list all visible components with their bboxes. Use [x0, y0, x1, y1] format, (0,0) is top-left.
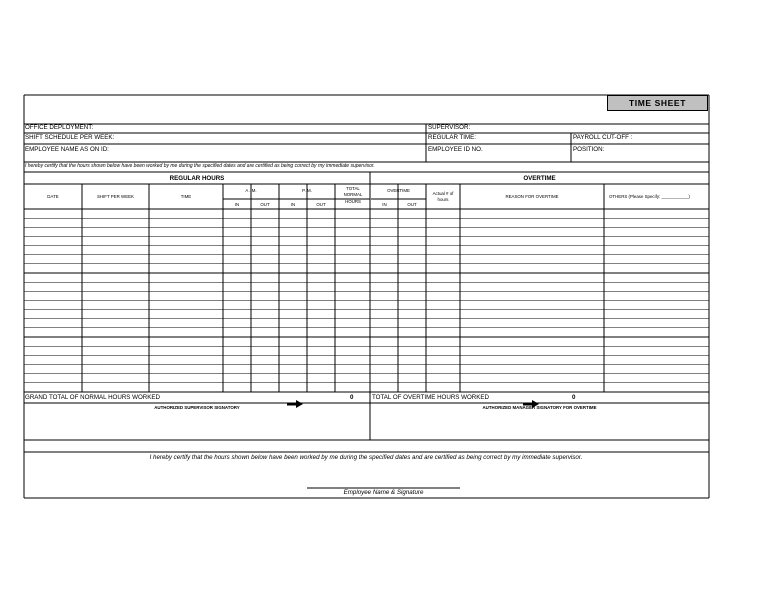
supervisor-signature-area[interactable] — [25, 413, 369, 439]
col-others: OTHERS (Please Specify: ___________) — [609, 194, 690, 199]
overtime-header: OVERTIME — [523, 174, 556, 182]
regular-hours-header: REGULAR HOURS — [169, 174, 225, 182]
total-overtime-value: 0 — [572, 394, 576, 401]
supervisor-field[interactable]: SUPERVISOR: — [428, 124, 471, 131]
timesheet-title: TIME SHEET — [607, 95, 708, 111]
col-shift-per-week: SHIFT PER WEEK — [96, 194, 134, 199]
col-actual-hours: Actual # of hours — [432, 191, 454, 202]
col-am: A . M. — [245, 188, 257, 193]
col-ot-out: OUT — [407, 202, 417, 207]
col-total-normal-hours: TOTAL NORMAL HOURS — [343, 186, 363, 204]
col-pm-out: OUT — [316, 202, 326, 207]
total-overtime-label: TOTAL OF OVERTIME HOURS WORKED — [372, 394, 489, 401]
col-am-in: IN — [234, 202, 240, 207]
certification-statement-bottom: I hereby certify that the hours shown below have been worked by me during the specified dates and are certified as being correct by my immediate supervisor. — [149, 454, 583, 461]
col-ot-in: IN — [382, 202, 387, 207]
position-field[interactable]: POSITION: — [573, 146, 605, 153]
supervisor-signatory-label: AUTHORIZED SUPERVISOR SIGNATORY — [154, 405, 240, 410]
col-reason-for-overtime: REASON FOR OVERTIME — [505, 194, 559, 199]
manager-signatory-label: AUTHORIZED MANAGER SIGNATORY FOR OVERTIME — [482, 405, 597, 410]
shift-schedule-field[interactable]: SHIFT SCHEDULE PER WEEK: — [25, 133, 115, 141]
col-time: TIME — [180, 194, 192, 199]
manager-signature-area[interactable] — [372, 413, 707, 439]
grand-total-normal-label: GRAND TOTAL OF NORMAL HOURS WORKED — [25, 394, 160, 401]
employee-id-field[interactable]: EMPLOYEE ID NO. — [428, 146, 483, 153]
regular-time-field[interactable]: REGULAR TIME: — [428, 133, 477, 141]
col-am-out: OUT — [260, 202, 270, 207]
office-deployment-field[interactable]: OFFICE DEPLOYMENT: — [25, 124, 94, 131]
col-date: DATE — [47, 194, 59, 199]
col-pm: P. M. — [302, 188, 312, 193]
certification-statement-top: I hereby certify that the hours shown below have been worked by me during the specified dates and are certified as being correct by my immediate supervisor. — [25, 162, 375, 169]
grand-total-normal-value: 0 — [350, 394, 354, 401]
col-overtime: OVERTIME — [387, 188, 410, 193]
employee-signature-area[interactable] — [307, 465, 460, 487]
payroll-cutoff-field[interactable]: PAYROLL CUT-OFF : — [573, 133, 633, 141]
employee-signature-label: Employee Name & Signature — [343, 489, 424, 496]
col-pm-in: IN — [290, 202, 296, 207]
employee-name-field[interactable]: EMPLOYEE NAME AS ON ID: — [25, 146, 109, 153]
